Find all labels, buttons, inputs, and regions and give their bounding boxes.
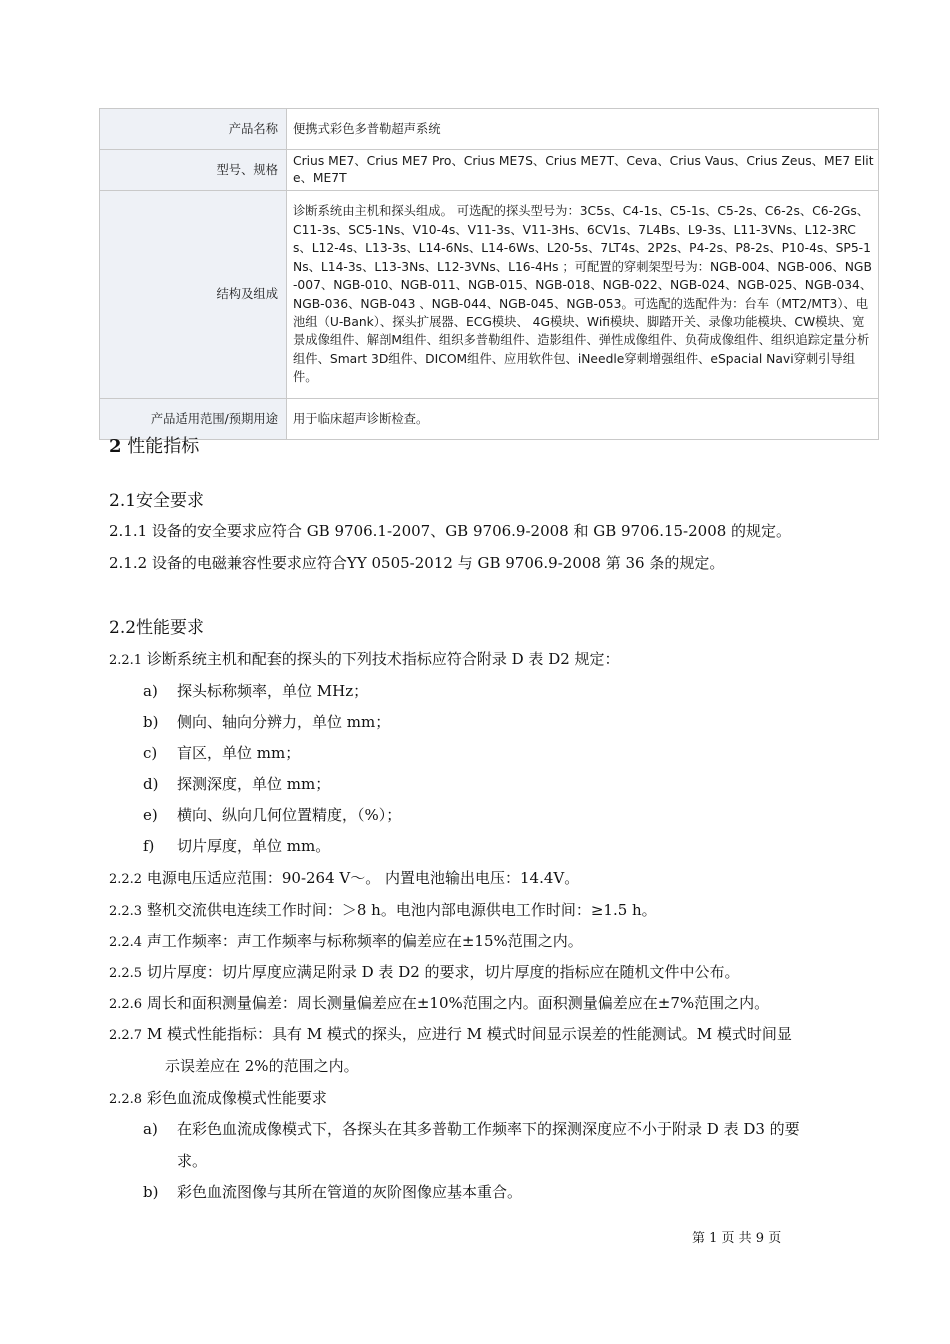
list-text: 盲区，单位 mm； bbox=[177, 744, 301, 762]
clause-text: 电源电压适应范围：90-264 V～。 内置电池输出电压：14.4V。 bbox=[146, 869, 580, 887]
clause-2-1-1: 2.1.1 设备的安全要求应符合 GB 9706.1-2007、GB 9706.9-2008 和 GB 9706.15-2008 的规定。 bbox=[109, 522, 792, 540]
subsection-title: 性能要求 bbox=[136, 618, 205, 638]
clause-text: 整机交流供电连续工作时间：＞8 h。电池内部电源供电工作时间：≥1.5 h。 bbox=[146, 901, 657, 919]
subsection-heading-2-1 bbox=[109, 486, 204, 511]
row-value: 便携式彩色多普勒超声系统 bbox=[287, 109, 879, 150]
product-info-table bbox=[99, 108, 879, 440]
clause-text: 周长和面积测量偏差：周长测量偏差应在±10%范围之内。面积测量偏差应在±7%范围之内。 bbox=[146, 994, 770, 1012]
clause-2-1-2: 2.1.2 设备的电磁兼容性要求应符合YY 0505-2012 与 GB 9706.9-2008 第 36 条的规定。 bbox=[109, 554, 725, 572]
row-value: 用于临床超声诊断检查。 bbox=[287, 399, 879, 440]
clause-text: M 模式性能指标：具有 M 模式的探头，应进行 M 模式时间显示误差的性能测试。M 模式时间显 bbox=[146, 1025, 792, 1043]
subsection-number: 2.2 bbox=[109, 618, 137, 638]
list-marker: b) bbox=[143, 1183, 159, 1201]
clause-2-2-5 bbox=[109, 961, 740, 982]
row-label: 产品适用范围/预期用途 bbox=[100, 399, 287, 440]
list-marker: f) bbox=[143, 837, 155, 855]
list-item bbox=[143, 1181, 522, 1202]
list-item bbox=[143, 711, 390, 732]
row-value: Crius ME7、Crius ME7 Pro、Crius ME7S、Crius ME7T、Ceva、Crius Vaus、Crius Zeus、ME7 Elite、ME7T bbox=[287, 150, 879, 191]
subsection-number: 2.1 bbox=[109, 491, 137, 511]
clause-2-2-8 bbox=[109, 1087, 327, 1108]
clause-number: 2.2.8 bbox=[109, 1092, 143, 1107]
list-text: 横向、纵向几何位置精度，（%）； bbox=[177, 806, 402, 824]
clause-number: 2.2.2 bbox=[109, 872, 143, 887]
list-marker: c) bbox=[143, 744, 158, 762]
clause-number: 2.2.6 bbox=[109, 997, 143, 1012]
list-item bbox=[143, 742, 300, 763]
row-label: 型号、规格 bbox=[100, 150, 287, 191]
list-item bbox=[143, 1118, 800, 1139]
list-marker: a) bbox=[143, 1120, 158, 1138]
section-number: 2 bbox=[109, 436, 122, 457]
list-item bbox=[143, 804, 401, 825]
table-row bbox=[100, 191, 879, 399]
section-title: 性能指标 bbox=[127, 436, 200, 457]
list-item bbox=[143, 680, 368, 701]
list-text: 彩色血流图像与其所在管道的灰阶图像应基本重合。 bbox=[177, 1183, 523, 1201]
list-item-continuation: 求。 bbox=[177, 1152, 208, 1170]
subsection-heading-2-2 bbox=[109, 613, 204, 638]
list-marker: e) bbox=[143, 806, 158, 824]
clause-2-2-2 bbox=[109, 867, 579, 888]
list-text: 在彩色血流成像模式下，各探头在其多普勒工作频率下的探测深度应不小于附录 D 表 D3 的要 bbox=[177, 1120, 800, 1138]
clause-text: 声工作频率：声工作频率与标称频率的偏差应在±15%范围之内。 bbox=[146, 932, 583, 950]
table-row bbox=[100, 109, 879, 150]
list-item bbox=[143, 835, 330, 856]
clause-2-2-4 bbox=[109, 930, 583, 951]
subsection-title: 安全要求 bbox=[136, 491, 205, 511]
list-marker: a) bbox=[143, 682, 158, 700]
row-value: 诊断系统由主机和探头组成。 可选配的探头型号为：3C5s、C4-1s、C5-1s、C5-2s、C6-2s、C6-2Gs、C11-3s、SC5-1Ns、V10-4s、V11-3s、V11-3Hs、6CV1s、7L4Bs、L9-3s、L11-3VNs、L12-3RCs、L12-4s、L13-3s、L14-6Ns、L14-6Ws、L20-5s、7LT4s、2P2s、P4-2s、P8-2s、P10-4s、SP5-1Ns、L14-3s、L13-3Ns、L12-3VNs、L16-4Hs ；可配置的穿刺架型号为：NGB-004、NGB-006、NGB-007、NGB-010、NGB-011、NGB-015、NGB-018、NGB-022、NGB-024、NGB-025、NGB-034、NGB-036、NGB-043 、NGB-044、NGB-045、NGB-053。可选配的选配件为：台车（MT2/MT3）、电池组（U-Bank）、探头扩展器、ECG模块、 4G模块、Wifi模块、脚踏开关、录像功能模块、CW模块、宽景成像组件、解剖M组件、组织多普勒组件、造影组件、弹性成像组件、负荷成像组件、组织追踪定量分析组件、Smart 3D组件、DICOM组件、应用软件包、iNeedle穿刺增强组件、eSpacial Navi穿刺引导组件。 bbox=[287, 191, 879, 399]
clause-2-2-3 bbox=[109, 899, 657, 920]
table-row bbox=[100, 399, 879, 440]
list-text: 探测深度，单位 mm； bbox=[177, 775, 331, 793]
clause-number: 2.2.3 bbox=[109, 904, 143, 919]
clause-number: 2.2.5 bbox=[109, 966, 143, 981]
clause-2-2-1 bbox=[109, 648, 620, 669]
clause-text: 切片厚度：切片厚度应满足附录 D 表 D2 的要求，切片厚度的指标应在随机文件中公布。 bbox=[146, 963, 740, 981]
section-heading-2 bbox=[109, 432, 199, 458]
row-label: 产品名称 bbox=[100, 109, 287, 150]
list-text: 探头标称频率，单位 MHz； bbox=[177, 682, 369, 700]
list-text: 侧向、轴向分辨力，单位 mm； bbox=[177, 713, 391, 731]
table-row bbox=[100, 150, 879, 191]
list-item bbox=[143, 773, 330, 794]
clause-2-2-7-continuation: 示误差应在 2%的范围之内。 bbox=[165, 1057, 359, 1075]
clause-text: 彩色血流成像模式性能要求 bbox=[146, 1089, 327, 1107]
row-label: 结构及组成 bbox=[100, 191, 287, 399]
list-text: 切片厚度，单位 mm。 bbox=[177, 837, 331, 855]
list-marker: d) bbox=[143, 775, 159, 793]
clause-2-2-6 bbox=[109, 992, 769, 1013]
page-footer: 第 1 页 共 9 页 bbox=[692, 1231, 782, 1246]
clause-number: 2.2.4 bbox=[109, 935, 143, 950]
list-marker: b) bbox=[143, 713, 159, 731]
clause-number: 2.2.1 bbox=[109, 653, 143, 668]
clause-number: 2.2.7 bbox=[109, 1028, 143, 1043]
clause-2-2-7 bbox=[109, 1023, 792, 1044]
clause-text: 诊断系统主机和配套的探头的下列技术指标应符合附录 D 表 D2 规定： bbox=[146, 650, 620, 668]
